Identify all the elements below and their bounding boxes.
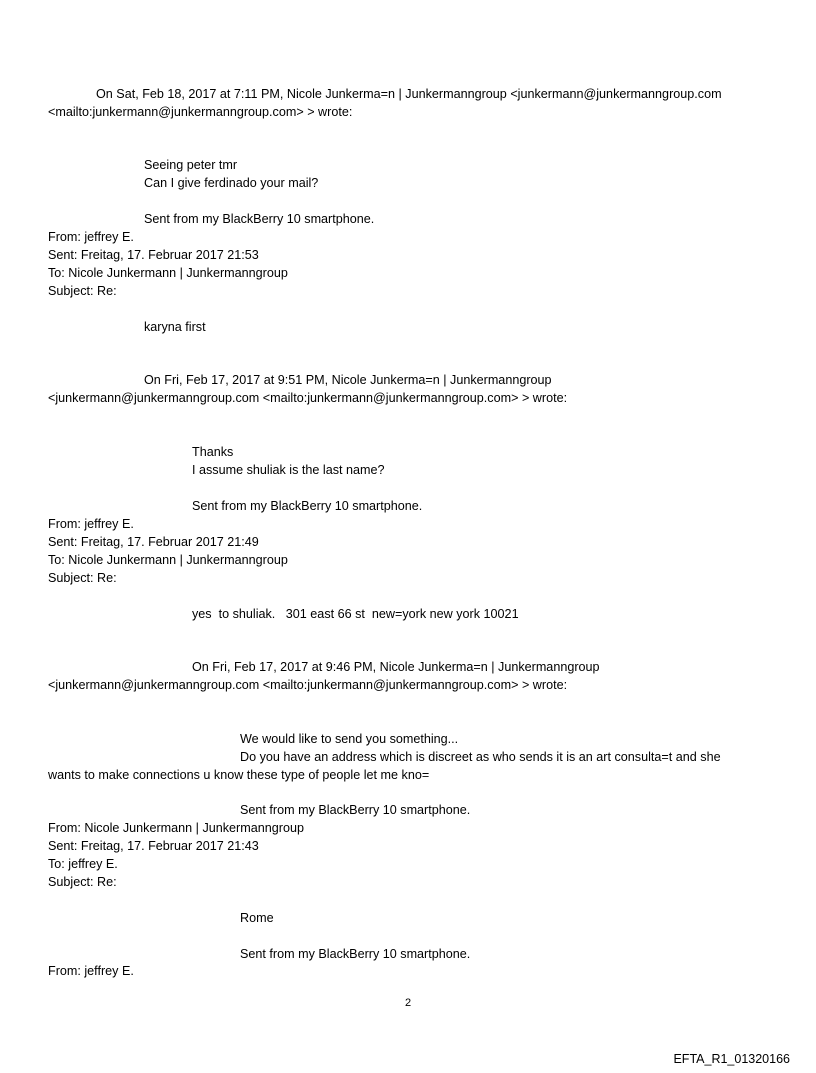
- email-header-line: On Sat, Feb 18, 2017 at 7:11 PM, Nicole Junkerma=n | Junkermanngroup <junkermann@junkermanngroup.com: [96, 87, 722, 101]
- email-header-line: On Fri, Feb 17, 2017 at 9:51 PM, Nicole Junkerma=n | Junkermanngroup: [144, 373, 552, 387]
- page-number: 2: [404, 997, 412, 1009]
- email-body-line: Do you have an address which is discreet as who sends it is an art consulta=t and she: [240, 750, 721, 764]
- email-sent: Sent: Freitag, 17. Februar 2017 21:53: [48, 248, 259, 262]
- email-reply: karyna first: [144, 320, 206, 334]
- email-header-line: <junkermann@junkermanngroup.com <mailto:junkermann@junkermanngroup.com> > wrote:: [48, 678, 568, 692]
- email-sent: Sent: Freitag, 17. Februar 2017 21:43: [48, 839, 259, 853]
- email-to: To: Nicole Junkermann | Junkermanngroup: [48, 553, 288, 567]
- document-id: EFTA_R1_01320166: [673, 1052, 790, 1066]
- email-from: From: jeffrey E.: [48, 230, 134, 244]
- email-signature: Sent from my BlackBerry 10 smartphone.: [144, 212, 375, 226]
- email-subject: Subject: Re:: [48, 571, 117, 585]
- email-header-line: <mailto:junkermann@junkermanngroup.com> > wrote:: [48, 105, 353, 119]
- email-header-line: On Fri, Feb 17, 2017 at 9:46 PM, Nicole Junkerma=n | Junkermanngroup: [192, 660, 600, 674]
- email-body-line: Thanks: [192, 445, 234, 459]
- email-from: From: Nicole Junkermann | Junkermanngroup: [48, 821, 304, 835]
- email-subject: Subject: Re:: [48, 284, 117, 298]
- email-signature: Sent from my BlackBerry 10 smartphone.: [240, 947, 471, 961]
- email-signature: Sent from my BlackBerry 10 smartphone.: [192, 499, 423, 513]
- email-body-line: We would like to send you something...: [240, 732, 459, 746]
- email-body-line: Can I give ferdinado your mail?: [144, 176, 319, 190]
- email-body-line: wants to make connections u know these type of people let me kno=: [48, 768, 430, 782]
- email-reply: yes to shuliak. 301 east 66 st new=york new york 10021: [192, 607, 519, 621]
- email-sent: Sent: Freitag, 17. Februar 2017 21:49: [48, 535, 259, 549]
- email-signature: Sent from my BlackBerry 10 smartphone.: [240, 803, 471, 817]
- email-to: To: Nicole Junkermann | Junkermanngroup: [48, 266, 288, 280]
- email-from: From: jeffrey E.: [48, 517, 134, 531]
- email-from: From: jeffrey E.: [48, 964, 134, 978]
- email-body-line: I assume shuliak is the last name?: [192, 463, 385, 477]
- email-header-line: <junkermann@junkermanngroup.com <mailto:junkermann@junkermanngroup.com> > wrote:: [48, 391, 568, 405]
- email-subject: Subject: Re:: [48, 875, 117, 889]
- email-reply: Rome: [240, 911, 274, 925]
- email-to: To: jeffrey E.: [48, 857, 118, 871]
- email-body-line: Seeing peter tmr: [144, 158, 238, 172]
